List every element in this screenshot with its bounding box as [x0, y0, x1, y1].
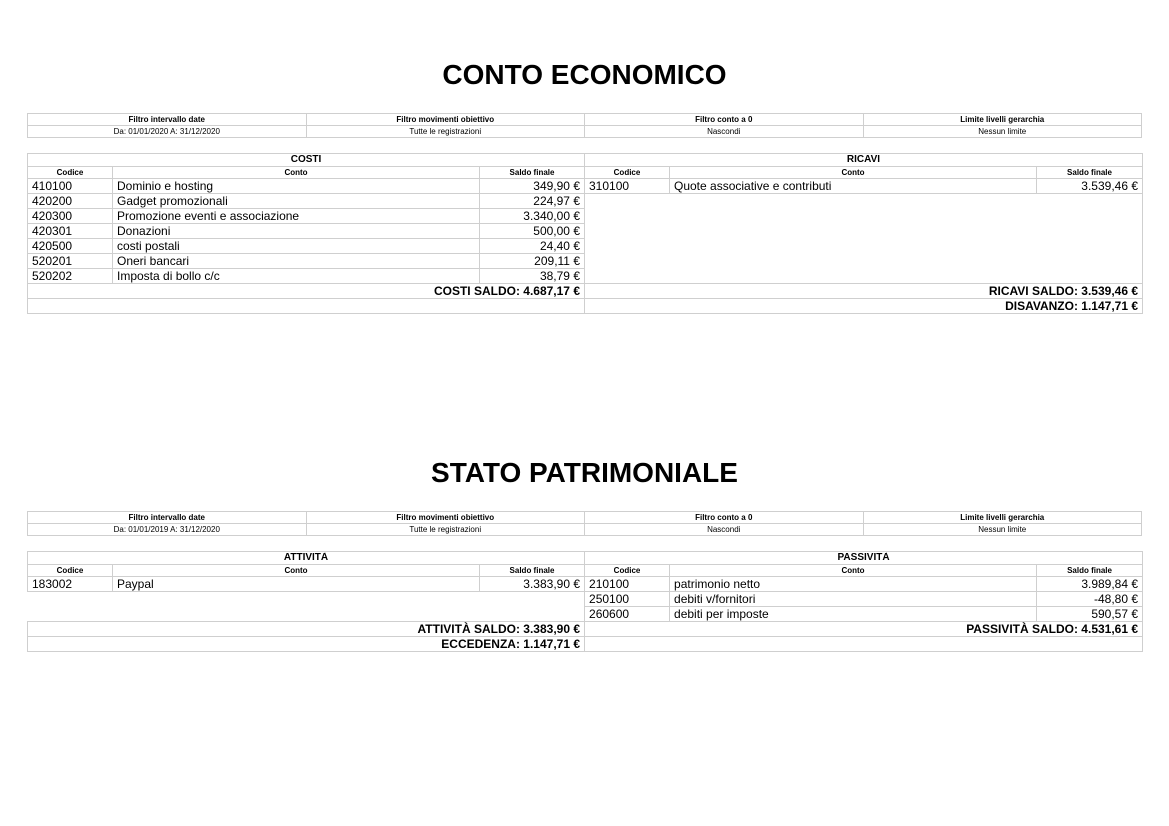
table-row: [28, 179, 1143, 194]
filter-header: Filtro conto a 0: [585, 512, 864, 524]
account-code: 183002: [28, 577, 113, 592]
costi-total: COSTI SALDO: 4.687,17 €: [28, 284, 585, 299]
account-balance: 3.340,00 €: [480, 209, 585, 224]
eccedenza-result: ECCEDENZA: 1.147,71 €: [28, 637, 585, 652]
account-code: 520202: [28, 269, 113, 284]
column-header-codice: Codice: [585, 167, 670, 179]
column-header-conto: Conto: [670, 565, 1037, 577]
accounts-table: [27, 153, 1143, 314]
empty-cell: [585, 224, 1143, 239]
account-name: Dominio e hosting: [113, 179, 480, 194]
account-code: 260600: [585, 607, 670, 622]
account-name: costi postali: [113, 239, 480, 254]
account-code: 520201: [28, 254, 113, 269]
column-header-saldo: Saldo finale: [480, 167, 585, 179]
accounts-table: [27, 551, 1143, 652]
column-header-saldo: Saldo finale: [1037, 565, 1143, 577]
left-result: [28, 299, 585, 314]
conto-economico-report: [27, 58, 1142, 314]
passivita-total: PASSIVITÀ SALDO: 4.531,61 €: [585, 622, 1143, 637]
page-title: CONTO ECONOMICO: [442, 59, 727, 90]
column-header-codice: Codice: [585, 565, 670, 577]
account-name: Promozione eventi e associazione: [113, 209, 480, 224]
column-header-conto: Conto: [113, 565, 480, 577]
account-balance: -48,80 €: [1037, 592, 1143, 607]
disavanzo-result: DISAVANZO: 1.147,71 €: [585, 299, 1143, 314]
account-balance: 349,90 €: [480, 179, 585, 194]
account-name: Donazioni: [113, 224, 480, 239]
filter-header: Filtro intervallo date: [28, 114, 307, 126]
account-name: debiti per imposte: [670, 607, 1037, 622]
filter-header: Limite livelli gerarchia: [863, 114, 1142, 126]
table-row: [28, 239, 1143, 254]
filter-value: Nessun limite: [863, 126, 1142, 138]
empty-cell: [28, 592, 585, 607]
account-name: debiti v/fornitori: [670, 592, 1037, 607]
attivita-total: ATTIVITÀ SALDO: 3.383,90 €: [28, 622, 585, 637]
column-header-saldo: Saldo finale: [1037, 167, 1143, 179]
filter-value: Da: 01/01/2020 A: 31/12/2020: [28, 126, 307, 138]
account-code: 420301: [28, 224, 113, 239]
table-row: [28, 577, 1143, 592]
empty-cell: [585, 269, 1143, 284]
filter-header: Filtro conto a 0: [585, 114, 864, 126]
column-header-codice: Codice: [28, 565, 113, 577]
empty-cell: [28, 607, 585, 622]
empty-cell: [585, 209, 1143, 224]
account-code: 420500: [28, 239, 113, 254]
table-row: [28, 194, 1143, 209]
account-name: Oneri bancari: [113, 254, 480, 269]
section-header-costi: COSTI: [28, 154, 585, 167]
account-name: Gadget promozionali: [113, 194, 480, 209]
filter-header: Filtro movimenti obiettivo: [306, 114, 585, 126]
account-balance: 209,11 €: [480, 254, 585, 269]
right-result: [585, 637, 1143, 652]
table-row: [28, 607, 1143, 622]
table-row: [28, 269, 1143, 284]
page-title: STATO PATRIMONIALE: [431, 457, 738, 488]
column-header-codice: Codice: [28, 167, 113, 179]
account-name: Imposta di bollo c/c: [113, 269, 480, 284]
filter-value: Nascondi: [585, 524, 864, 536]
empty-cell: [585, 194, 1143, 209]
column-header-conto: Conto: [670, 167, 1037, 179]
filter-value: Tutte le registrazioni: [306, 126, 585, 138]
account-name: Paypal: [113, 577, 480, 592]
section-header-passivita: PASSIVITÀ: [585, 552, 1143, 565]
stato-patrimoniale-report: [27, 456, 1142, 652]
table-row: [28, 224, 1143, 239]
account-balance: 3.539,46 €: [1037, 179, 1143, 194]
account-code: 210100: [585, 577, 670, 592]
filter-header: Limite livelli gerarchia: [863, 512, 1142, 524]
account-balance: 3.989,84 €: [1037, 577, 1143, 592]
account-code: 310100: [585, 179, 670, 194]
account-balance: 3.383,90 €: [480, 577, 585, 592]
filter-value: Nascondi: [585, 126, 864, 138]
empty-cell: [585, 254, 1143, 269]
account-balance: 590,57 €: [1037, 607, 1143, 622]
account-name: Quote associative e contributi: [670, 179, 1037, 194]
filter-value: Tutte le registrazioni: [306, 524, 585, 536]
account-code: 410100: [28, 179, 113, 194]
account-name: patrimonio netto: [670, 577, 1037, 592]
table-row: [28, 592, 1143, 607]
section-header-attivita: ATTIVITÀ: [28, 552, 585, 565]
table-row: [28, 254, 1143, 269]
filters-table: [27, 113, 1142, 138]
filter-value: Nessun limite: [863, 524, 1142, 536]
ricavi-total: RICAVI SALDO: 3.539,46 €: [585, 284, 1143, 299]
column-header-saldo: Saldo finale: [480, 565, 585, 577]
account-code: 250100: [585, 592, 670, 607]
filter-header: Filtro movimenti obiettivo: [306, 512, 585, 524]
account-code: 420300: [28, 209, 113, 224]
column-header-conto: Conto: [113, 167, 480, 179]
section-header-ricavi: RICAVI: [585, 154, 1143, 167]
filter-header: Filtro intervallo date: [28, 512, 307, 524]
empty-cell: [585, 239, 1143, 254]
account-code: 420200: [28, 194, 113, 209]
filters-table: [27, 511, 1142, 536]
account-balance: 38,79 €: [480, 269, 585, 284]
table-row: [28, 209, 1143, 224]
account-balance: 500,00 €: [480, 224, 585, 239]
filter-value: Da: 01/01/2019 A: 31/12/2020: [28, 524, 307, 536]
account-balance: 224,97 €: [480, 194, 585, 209]
account-balance: 24,40 €: [480, 239, 585, 254]
